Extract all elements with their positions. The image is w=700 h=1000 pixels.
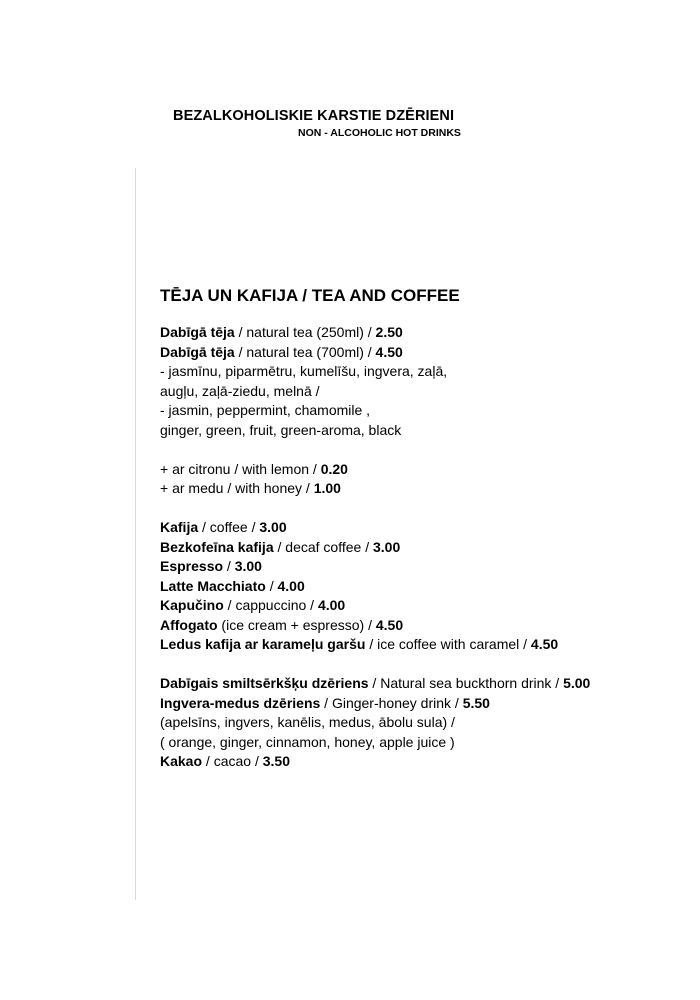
item-name: Dabīgā tēja bbox=[160, 343, 235, 360]
item-price: 3.00 bbox=[372, 538, 401, 555]
item-price: 4.50 bbox=[375, 616, 404, 633]
item-name: Bezkofeīna kafija bbox=[160, 538, 274, 555]
menu-item-tea-250 bbox=[160, 323, 690, 343]
menu-item-affogato bbox=[160, 616, 690, 636]
item-price: 0.20 bbox=[320, 460, 348, 477]
item-price: 4.00 bbox=[277, 577, 305, 594]
item-price: 4.00 bbox=[317, 597, 346, 613]
item-desc: / ice coffee with caramel / bbox=[365, 636, 531, 652]
item-desc: / natural tea (700ml) / bbox=[234, 343, 376, 360]
menu-list bbox=[160, 323, 690, 772]
item-price: 5.00 bbox=[563, 675, 591, 691]
item-desc: / natural tea (250ml) / bbox=[234, 324, 376, 340]
menu-item-sea-buckthorn bbox=[160, 674, 690, 694]
ginger-ingredients-line: (apelsīns, ingvers, kanēlis, medus, ābolu sula) / bbox=[160, 714, 455, 730]
menu-item-cacao bbox=[160, 752, 690, 772]
item-desc: / cacao / bbox=[202, 753, 263, 769]
item-price: 4.50 bbox=[375, 343, 403, 360]
item-name: Kapučino bbox=[160, 597, 224, 613]
item-name: Espresso bbox=[160, 558, 224, 574]
ginger-ingredients-line: ( orange, ginger, cinnamon, honey, apple juice ) bbox=[160, 733, 455, 750]
item-desc: + ar medu / with honey / bbox=[160, 480, 314, 496]
tea-flavors-line: augļu, zaļā-ziedu, melnā / bbox=[160, 382, 320, 399]
item-desc: + ar citronu / with lemon / bbox=[160, 460, 321, 477]
item-name: Ledus kafija ar karameļu garšu bbox=[160, 636, 366, 652]
item-desc: / bbox=[265, 577, 278, 594]
item-name: Latte Macchiato bbox=[160, 577, 266, 594]
vertical-divider bbox=[135, 168, 136, 900]
menu-item-latte bbox=[160, 577, 690, 597]
menu-item-coffee bbox=[160, 518, 690, 538]
menu-item-decaf bbox=[160, 538, 690, 558]
item-price: 2.50 bbox=[375, 324, 403, 340]
item-desc: / Ginger-honey drink / bbox=[320, 694, 463, 711]
item-name: Ingvera-medus dzēriens bbox=[160, 694, 321, 711]
menu-addon-honey bbox=[160, 479, 690, 499]
item-desc: / coffee / bbox=[198, 519, 260, 535]
item-price: 1.00 bbox=[313, 480, 341, 496]
item-desc: / cappuccino / bbox=[223, 597, 318, 613]
item-name: Affogato bbox=[160, 616, 218, 633]
tea-flavors-line: ginger, green, fruit, green-aroma, black bbox=[160, 421, 402, 438]
page-subtitle: NON - ALCOHOLIC HOT DRINKS bbox=[298, 127, 461, 139]
item-name: Dabīgais smiltsērkšķu dzēriens bbox=[160, 675, 369, 691]
item-desc: / bbox=[223, 558, 235, 574]
item-price: 3.50 bbox=[262, 753, 290, 769]
item-desc: / Natural sea buckthorn drink / bbox=[368, 675, 564, 691]
menu-item-ginger-honey bbox=[160, 694, 690, 714]
tea-flavors-line: - jasmīnu, piparmētru, kumelīšu, ingvera, zaļā, bbox=[160, 363, 448, 379]
item-desc: (ice cream + espresso) / bbox=[217, 616, 376, 633]
item-desc: / decaf coffee / bbox=[273, 538, 373, 555]
tea-flavors-line: - jasmin, peppermint, chamomile , bbox=[160, 402, 371, 418]
item-name: Kafija bbox=[160, 519, 199, 535]
menu-item-iced-coffee bbox=[160, 635, 690, 655]
menu-addon-lemon bbox=[160, 460, 690, 480]
item-price: 3.00 bbox=[234, 558, 262, 574]
menu-item-tea-700 bbox=[160, 343, 690, 363]
menu-item-espresso bbox=[160, 557, 690, 577]
item-price: 3.00 bbox=[259, 519, 287, 535]
menu-item-cappuccino bbox=[160, 596, 690, 616]
item-name: Dabīgā tēja bbox=[160, 324, 235, 340]
page-title: BEZALKOHOLISKIE KARSTIE DZĒRIENI bbox=[173, 108, 455, 124]
item-price: 4.50 bbox=[530, 636, 559, 652]
section-title: TĒJA UN KAFIJA / TEA AND COFFEE bbox=[160, 286, 460, 305]
item-name: Kakao bbox=[160, 753, 203, 769]
item-price: 5.50 bbox=[462, 694, 490, 711]
